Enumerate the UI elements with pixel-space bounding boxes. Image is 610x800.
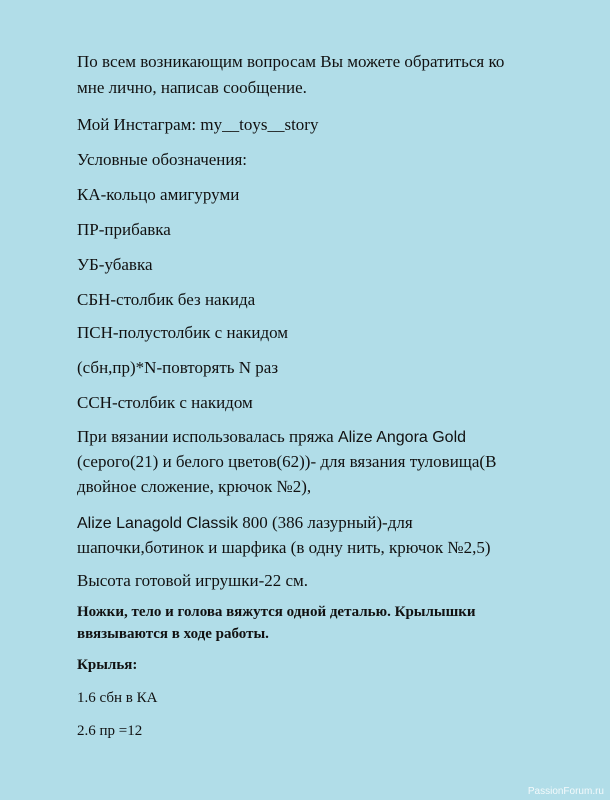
legend-item-ssn: ССН-столбик с накидом: [77, 393, 253, 412]
legend-item-pr: ПР-прибавка: [77, 220, 171, 239]
contact-line-2: мне лично, написав сообщение.: [77, 78, 307, 97]
wings-row-1: 1.6 сбн в КА: [77, 690, 158, 706]
legend-title: Условные обозначения:: [77, 150, 248, 169]
yarn-2-line-2: шапочки,ботинок и шарфика (в одну нить, крючок №2,5): [77, 538, 491, 557]
wings-heading: Крылья:: [77, 657, 138, 673]
yarn-2-rest: 800 (386 лазурный)-для: [237, 513, 413, 532]
instagram-line: Мой Инстаграм: my__toys__story: [77, 115, 319, 134]
yarn-1-line-2: (серого(21) и белого цветов(62))- для вязания туловища(В: [77, 452, 497, 471]
contact-line-1: По всем возникающим вопросам Вы можете обратиться ко: [77, 52, 505, 71]
watermark-text: PassionForum.ru: [527, 786, 604, 797]
legend-item-psn: ПСН-полустолбик с накидом: [77, 323, 289, 342]
yarn-2-brand: Alize Lanagold Classik: [77, 515, 238, 532]
yarn-1-prefix: При вязании использовалась пряжа: [77, 427, 338, 446]
yarn-2-line-1: [77, 512, 413, 535]
yarn-1-brand: Alize Angora Gold: [337, 429, 467, 446]
yarn-1-line-1: [77, 426, 466, 449]
note-line-1: Ножки, тело и голова вяжутся одной деталью. Крылышки: [77, 604, 476, 620]
note-line-2: ввязываются в ходе работы.: [77, 626, 269, 642]
legend-item-sbn: СБН-столбик без накида: [77, 290, 256, 309]
height-line: Высота готовой игрушки-22 см.: [77, 571, 309, 590]
wings-row-2: 2.6 пр =12: [77, 723, 143, 739]
yarn-1-line-3: двойное сложение, крючок №2),: [77, 477, 312, 496]
legend-item-repeat: (сбн,пр)*N-повторять N раз: [77, 358, 279, 377]
legend-item-ub: УБ-убавка: [77, 255, 153, 274]
legend-item-ka: КА-кольцо амигуруми: [77, 185, 240, 204]
